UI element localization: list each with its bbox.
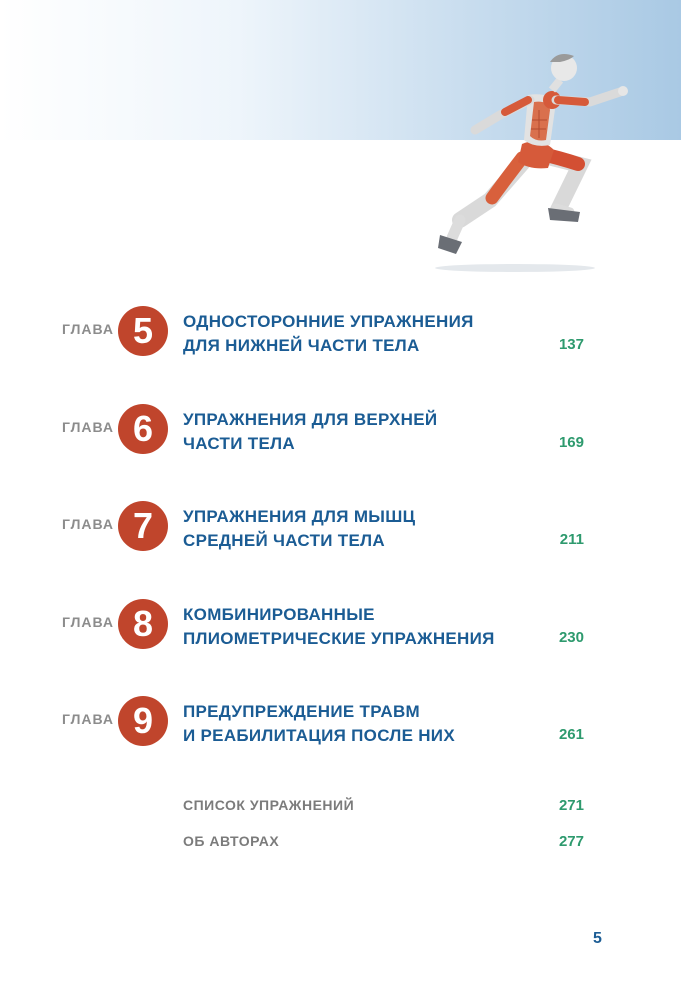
sprinter-muscle-illustration xyxy=(430,40,660,275)
chapter-label: ГЛАВА xyxy=(62,614,115,630)
chapter-number-badge: 6 xyxy=(118,404,168,454)
chapter-entry[interactable] xyxy=(0,694,681,764)
chapter-title-line: УПРАЖНЕНИЯ ДЛЯ ВЕРХНЕЙ xyxy=(183,410,438,429)
toc-extra-title: ОБ АВТОРАХ xyxy=(183,833,280,849)
chapter-title xyxy=(183,603,495,651)
chapter-number-badge: 8 xyxy=(118,599,168,649)
chapter-entry[interactable] xyxy=(0,597,681,667)
chapter-number-badge: 5 xyxy=(118,306,168,356)
chapter-title-line: ОДНОСТОРОННИЕ УПРАЖНЕНИЯ xyxy=(183,312,474,331)
chapter-title-line: КОМБИНИРОВАННЫЕ xyxy=(183,605,375,624)
chapter-entry[interactable] xyxy=(0,402,681,472)
chapter-title-line: СРЕДНЕЙ ЧАСТИ ТЕЛА xyxy=(183,531,385,550)
chapter-title-line: УПРАЖНЕНИЯ ДЛЯ МЫШЦ xyxy=(183,507,416,526)
chapter-label: ГЛАВА xyxy=(62,321,115,337)
chapter-entry[interactable] xyxy=(0,304,681,374)
toc-extra-entry[interactable] xyxy=(0,833,681,857)
page-number: 5 xyxy=(593,930,602,947)
chapter-title-line: ДЛЯ НИЖНЕЙ ЧАСТИ ТЕЛА xyxy=(183,336,420,355)
chapter-page-number: 261 xyxy=(558,726,584,743)
chapter-title xyxy=(183,310,474,358)
chapter-page-number: 211 xyxy=(559,531,584,548)
chapter-entry[interactable] xyxy=(0,499,681,569)
chapter-title xyxy=(183,408,437,456)
chapter-title xyxy=(183,505,415,553)
toc-extra-page-number: 277 xyxy=(558,833,584,850)
chapter-page-number: 169 xyxy=(558,434,584,451)
chapter-number-badge: 9 xyxy=(118,696,168,746)
chapter-label: ГЛАВА xyxy=(62,419,115,435)
chapter-page-number: 137 xyxy=(558,336,584,353)
toc-extra-title: СПИСОК УПРАЖНЕНИЙ xyxy=(183,797,355,813)
chapter-title-line: ПЛИОМЕТРИЧЕСКИЕ УПРАЖНЕНИЯ xyxy=(183,629,495,648)
chapter-title xyxy=(183,700,455,748)
chapter-label: ГЛАВА xyxy=(62,516,115,532)
toc-extra-entry[interactable] xyxy=(0,797,681,821)
chapter-label: ГЛАВА xyxy=(62,711,115,727)
chapter-number-badge: 7 xyxy=(118,501,168,551)
chapter-title-line: ПРЕДУПРЕЖДЕНИЕ ТРАВМ xyxy=(183,702,421,721)
chapter-title-line: ЧАСТИ ТЕЛА xyxy=(183,434,295,453)
toc-extra-page-number: 271 xyxy=(558,797,584,814)
chapter-title-line: И РЕАБИЛИТАЦИЯ ПОСЛЕ НИХ xyxy=(183,726,455,745)
chapter-page-number: 230 xyxy=(558,629,584,646)
